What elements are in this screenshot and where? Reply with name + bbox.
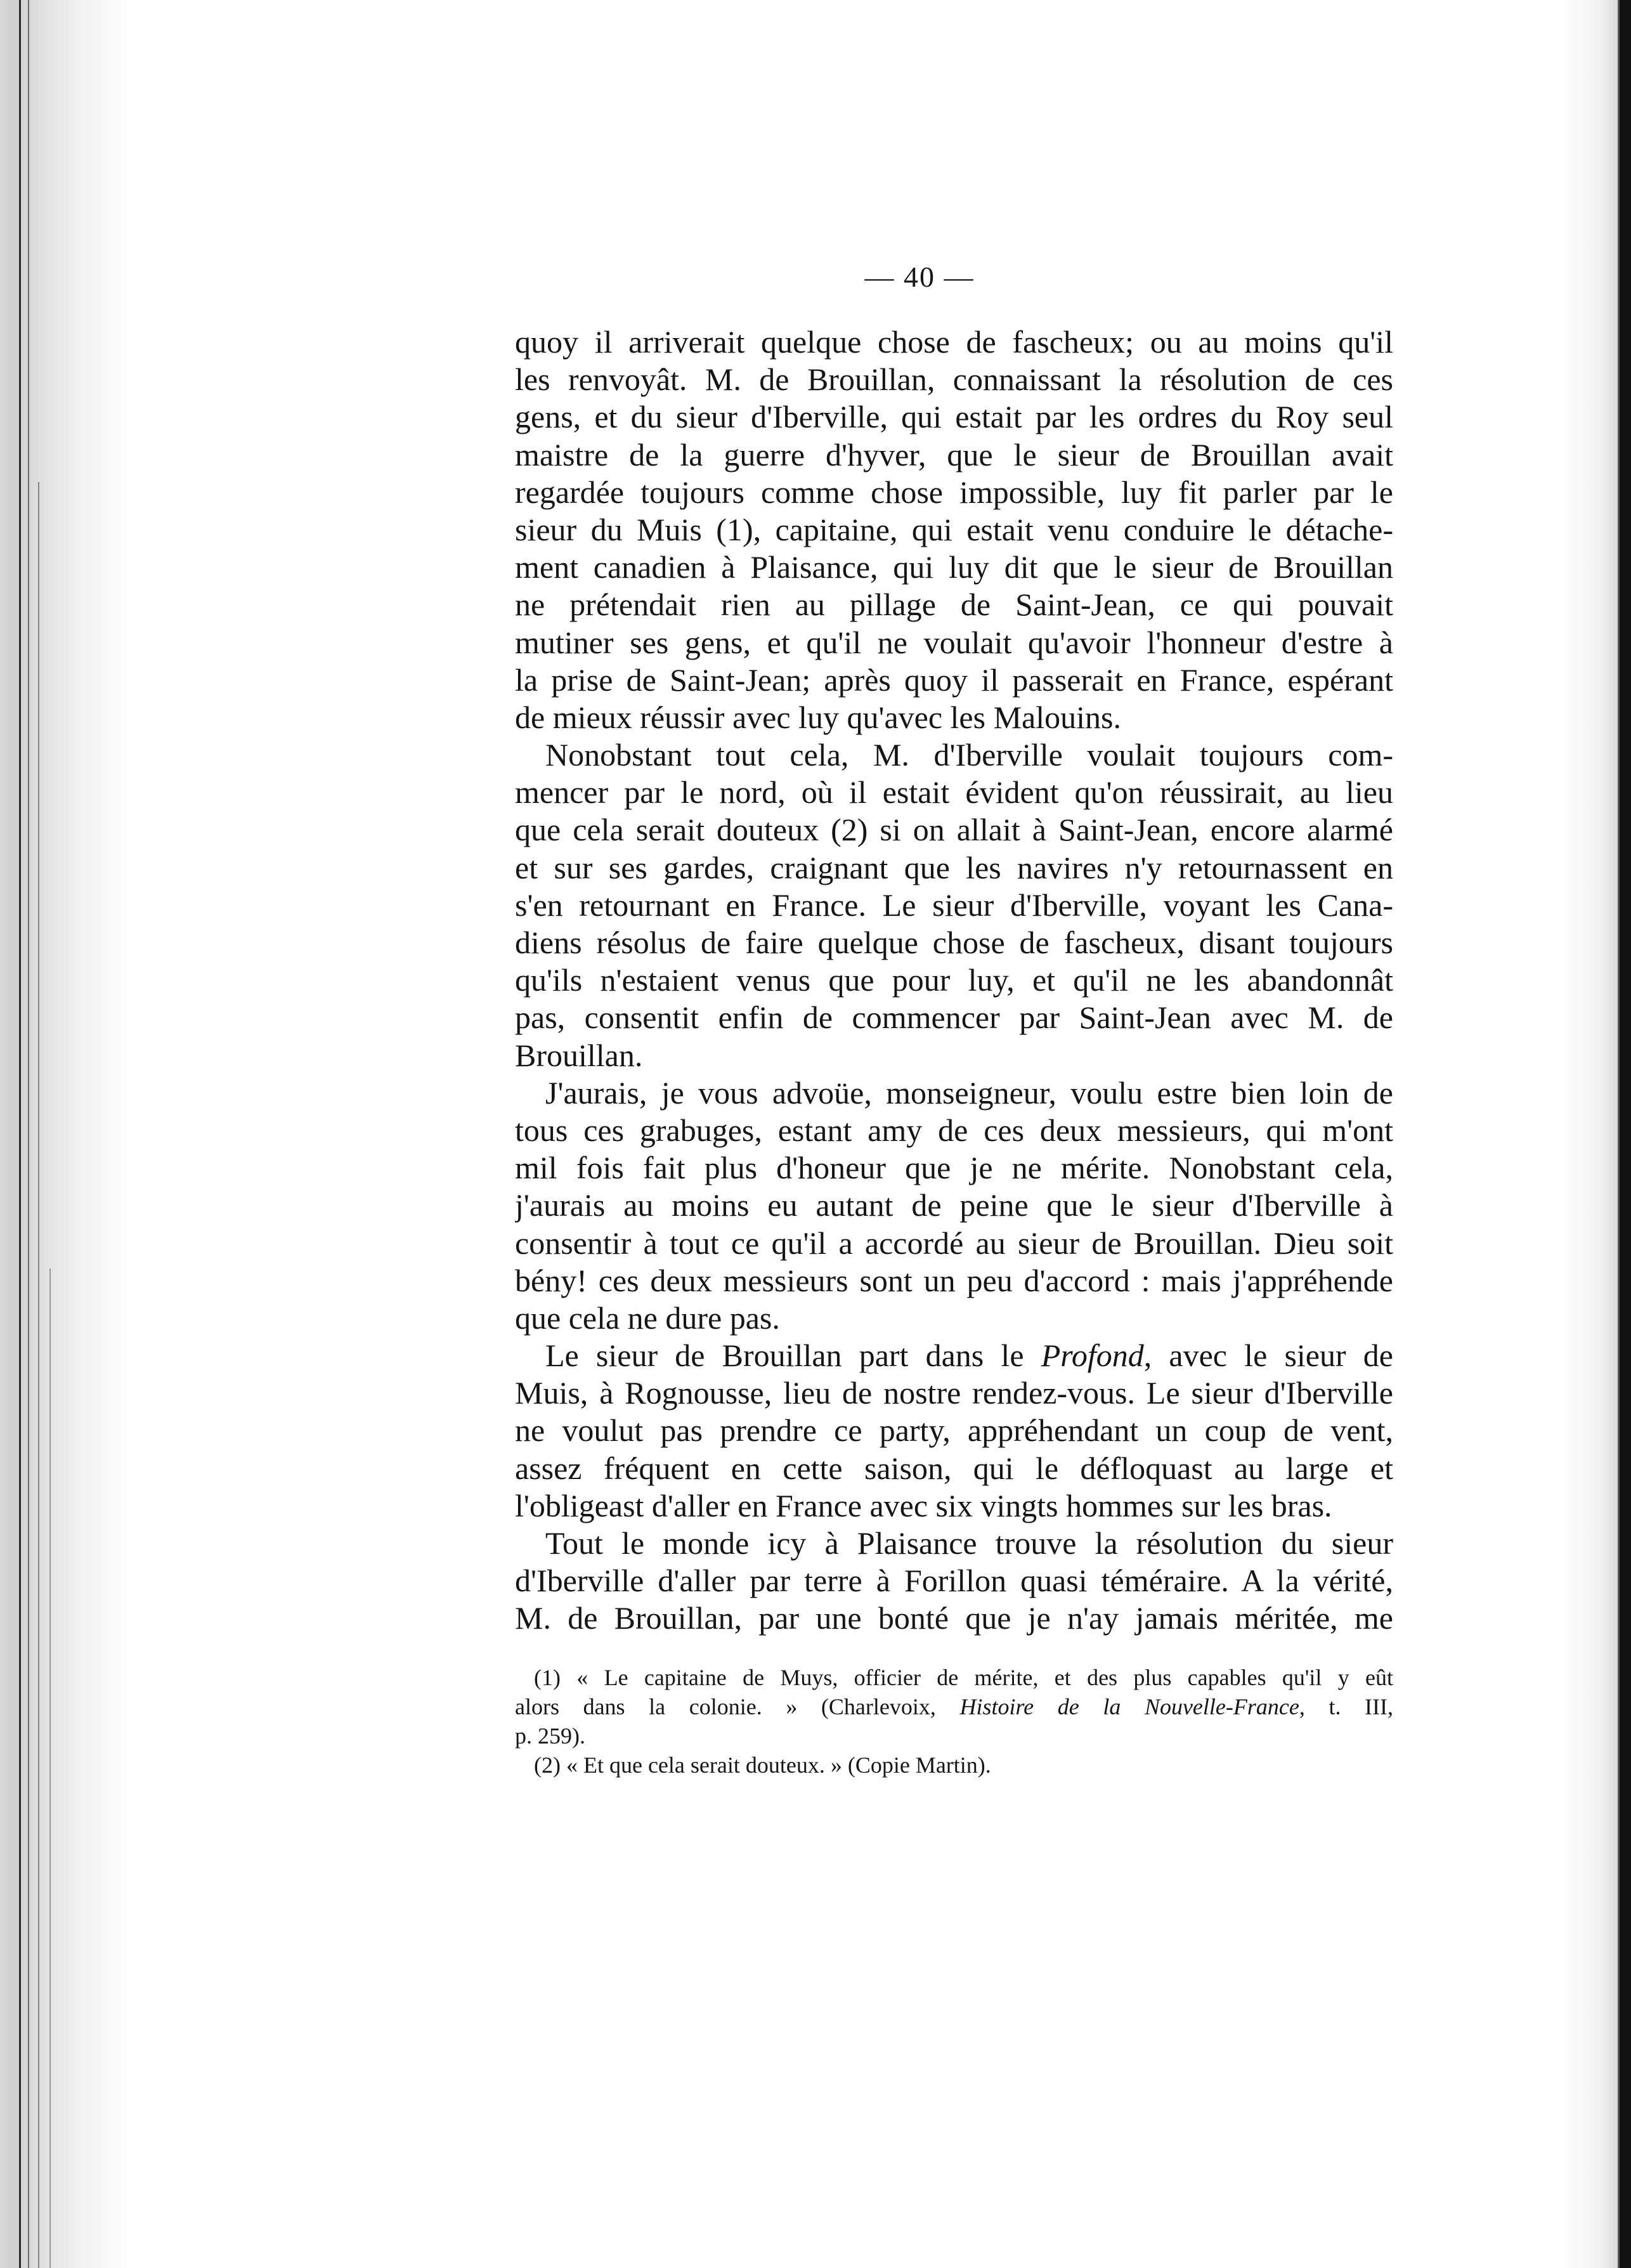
text-line: s'en retournant en France. Le sieur d'Iberville, voyant les Cana- — [515, 887, 1393, 923]
text-line: Le sieur de Brouillan part dans le Profond, avec le sieur de — [545, 1338, 1393, 1374]
text-line: l'obligeast d'aller en France avec six vingts hommes sur les bras. — [515, 1487, 1332, 1523]
text-line: J'aurais, je vous advoüe, monseigneur, voulu estre bien loin de — [545, 1074, 1393, 1111]
text-line: de mieux réussir avec luy qu'avec les Malouins. — [515, 699, 1121, 735]
text-line: mencer par le nord, où il estait évident qu'on réussirait, au lieu — [515, 774, 1393, 811]
text-line: Nonobstant tout cela, M. d'Iberville voulait toujours com- — [545, 737, 1393, 773]
text-line: ment canadien à Plaisance, qui luy dit que le sieur de Brouillan — [515, 549, 1393, 585]
binding-gutter — [0, 0, 127, 2268]
text-line: assez fréquent en cette saison, qui le défloquast au large et — [515, 1450, 1393, 1486]
footnote-line: p. 259). — [515, 1723, 585, 1749]
gutter-rule — [19, 0, 21, 2268]
gutter-rule — [28, 0, 29, 2268]
text-line: gens, et du sieur d'Iberville, qui estait par les ordres du Roy seul — [515, 399, 1393, 435]
text-line: sieur du Muis (1), capitaine, qui estait venu conduire le détache- — [515, 511, 1393, 547]
footnote-line: alors dans la colonie. » (Charlevoix, Histoire de la Nouvelle-France, t. III, — [515, 1694, 1393, 1719]
footnote-line: (2) « Et que cela serait douteux. » (Copie Martin). — [534, 1752, 991, 1778]
text-line: j'aurais au moins eu autant de peine que le sieur d'Iberville à — [515, 1187, 1393, 1223]
text-line: consentir à tout ce qu'il a accordé au sieur de Brouillan. Dieu soit — [515, 1225, 1393, 1261]
text-line: et sur ses gardes, craignant que les navires n'y retournassent en — [515, 849, 1393, 885]
text-line: diens résolus de faire quelque chose de fascheux, disant toujours — [515, 925, 1393, 960]
text-line: que cela ne dure pas. — [515, 1300, 780, 1336]
text-line: ne prétendait rien au pillage de Saint-Jean, ce qui pouvait — [515, 587, 1393, 623]
text-line: quoy il arriverait quelque chose de fascheux; ou au moins qu'il — [515, 324, 1393, 360]
text-line: d'Iberville d'aller par terre à Forillon quasi téméraire. A la vérité, — [515, 1563, 1393, 1599]
gutter-rule — [38, 482, 39, 2268]
text-line: maistre de la guerre d'hyver, que le sieur de Brouillan avait — [515, 436, 1393, 472]
text-line: tous ces grabuges, estant amy de ces deux messieurs, qui m'ont — [515, 1112, 1393, 1148]
page-number: — 40 — — [864, 261, 975, 293]
text-line: mutiner ses gens, et qu'il ne voulait qu'avoir l'honneur d'estre à — [515, 624, 1393, 660]
text-line: la prise de Saint-Jean; après quoy il passerait en France, espérant — [515, 662, 1393, 698]
text-line: regardée toujours comme chose impossible, luy fit parler par le — [515, 474, 1393, 510]
text-line: qu'ils n'estaient venus que pour luy, et qu'il ne les abandonnât — [515, 962, 1393, 998]
footnote-line: (1) « Le capitaine de Muys, officier de mérite, et des plus capables qu'il y eût — [534, 1665, 1393, 1690]
text-line: Brouillan. — [515, 1037, 643, 1073]
text-line: ne voulut pas prendre ce party, appréhendant un coup de vent, — [515, 1412, 1393, 1449]
text-line: les renvoyât. M. de Brouillan, connaissant la résolution de ces — [515, 362, 1393, 398]
text-line: Tout le monde icy à Plaisance trouve la résolution du sieur — [545, 1525, 1393, 1561]
text-line: bény! ces deux messieurs sont un peu d'accord : mais j'appréhende — [515, 1262, 1393, 1298]
text-line: Muis, à Rognousse, lieu de nostre rendez-vous. Le sieur d'Iberville — [515, 1375, 1393, 1411]
text-line: pas, consentit enfin de commencer par Saint-Jean avec M. de — [515, 1000, 1393, 1036]
right-binding-edge — [1620, 0, 1631, 2268]
text-line: que cela serait douteux (2) si on allait à Saint-Jean, encore alarmé — [515, 812, 1393, 848]
body-text — [515, 323, 1393, 1638]
gutter-rule — [49, 1268, 51, 2268]
footnotes — [515, 1663, 1393, 1780]
text-line: M. de Brouillan, par une bonté que je n'ay jamais méritée, me — [515, 1600, 1393, 1636]
right-page-shadow — [1561, 0, 1618, 2268]
text-line: mil fois fait plus d'honeur que je ne mérite. Nonobstant cela, — [515, 1150, 1393, 1186]
